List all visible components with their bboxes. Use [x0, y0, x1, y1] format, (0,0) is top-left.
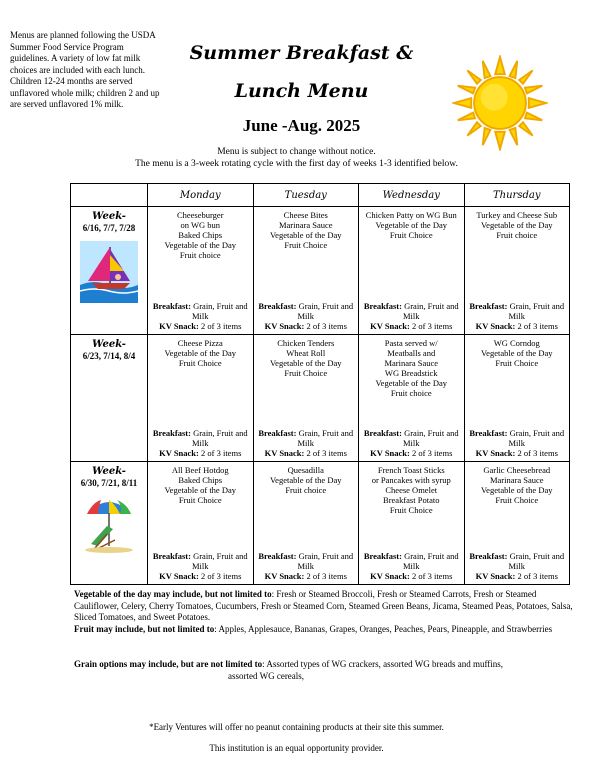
- week-cell: [71, 207, 148, 335]
- breakfast-items: Grain, Fruit and Milk: [296, 551, 354, 571]
- kv-snack-label: KV Snack:: [159, 321, 199, 331]
- kv-snack-items: 2 of 3 items: [409, 571, 453, 581]
- breakfast-label: Breakfast:: [258, 301, 297, 311]
- change-notice: Menu is subject to change without notice.: [217, 147, 376, 157]
- menu-cell: [148, 207, 254, 335]
- breakfast-items: Grain, Fruit and Milk: [507, 551, 565, 571]
- kv-snack-label: KV Snack:: [159, 448, 199, 458]
- kv-snack-items: 2 of 3 items: [515, 321, 558, 331]
- breakfast-label: Breakfast:: [469, 551, 508, 561]
- peanut-note: *Early Ventures will offer no peanut containing products at their site this summer.: [149, 722, 444, 732]
- page-title-line1: Summer Breakfast &: [189, 42, 414, 64]
- menu-cell: [253, 207, 359, 335]
- breakfast-items: Grain, Fruit and Milk: [507, 301, 565, 321]
- week-dates: 6/16, 7/7, 7/28: [82, 223, 136, 233]
- week-dates: 6/30, 7/21, 8/11: [80, 478, 138, 488]
- breakfast-items: Grain, Fruit and Milk: [296, 428, 354, 448]
- lunch-items: WG Corndog Vegetable of the Day Fruit Choice: [480, 338, 553, 368]
- kv-snack-label: KV Snack:: [370, 448, 410, 458]
- week-cell: [71, 335, 148, 462]
- breakfast-label: Breakfast:: [363, 551, 402, 561]
- menu-cell: [464, 462, 570, 585]
- fruit-note: [74, 624, 574, 636]
- menu-cell: [253, 335, 359, 462]
- grain-note-continued: assorted WG cereals,: [228, 670, 305, 681]
- kv-snack-label: KV Snack:: [475, 571, 516, 581]
- vegetable-note: [74, 589, 574, 624]
- page-title-line2: Lunch Menu: [234, 80, 369, 102]
- lunch-items: French Toast Sticks or Pancakes with syrup Cheese Omelet Breakfast Potato Fruit Choice: [371, 465, 451, 515]
- kv-snack-label: KV Snack:: [264, 571, 305, 581]
- week-row: [71, 462, 570, 585]
- breakfast-label: Breakfast:: [152, 428, 191, 438]
- breakfast-label: Breakfast:: [152, 551, 191, 561]
- kv-snack-label: KV Snack:: [475, 448, 516, 458]
- cycle-notice: The menu is a 3-week rotating cycle with the first day of weeks 1-3 identified below.: [135, 159, 458, 169]
- menu-cell: [359, 207, 465, 335]
- lunch-items: Pasta served w/ Meatballs and Marinara Sauce WG Breadstick Vegetable of the Day Fruit choice: [375, 338, 447, 398]
- lunch-items: Cheese Bites Marinara Sauce Vegetable of the Day Fruit Choice: [269, 210, 342, 250]
- kv-snack-label: KV Snack:: [370, 321, 410, 331]
- breakfast-label: Breakfast:: [469, 301, 508, 311]
- week-row: [71, 207, 570, 335]
- breakfast-label: Breakfast:: [363, 428, 402, 438]
- breakfast-items: Grain, Fruit and Milk: [190, 301, 248, 321]
- sailboat-icon: [80, 241, 138, 303]
- header-row: [71, 184, 570, 207]
- kv-snack-items: 2 of 3 items: [198, 571, 242, 581]
- breakfast-label: Breakfast:: [152, 301, 191, 311]
- lunch-items: Cheeseburger on WG bun Baked Chips Vegetable of the Day Fruit choice: [164, 210, 236, 260]
- kv-snack-items: 2 of 3 items: [409, 448, 453, 458]
- week-label: Week-: [92, 466, 126, 477]
- breakfast-label: Breakfast:: [469, 428, 508, 438]
- kv-snack-label: KV Snack:: [159, 571, 199, 581]
- menu-cell: [359, 462, 465, 585]
- menu-cell: [359, 335, 465, 462]
- menu-cell: [464, 207, 570, 335]
- beach-chair-icon: [81, 496, 137, 554]
- date-range: June -Aug. 2025: [242, 116, 361, 135]
- kv-snack-items: 2 of 3 items: [409, 321, 453, 331]
- week-label: Week-: [92, 339, 126, 350]
- lunch-items: Quesadilla Vegetable of the Day Fruit choice: [269, 465, 342, 495]
- kv-snack-items: 2 of 3 items: [304, 321, 347, 331]
- corner-cell: [71, 184, 148, 207]
- day-header: Tuesday: [253, 184, 359, 207]
- day-header: Monday: [148, 184, 254, 207]
- vegetable-note-label: Vegetable of the day may include, but not limited to: [74, 589, 272, 599]
- equal-opportunity-statement: This institution is an equal opportunity provider.: [209, 743, 384, 753]
- menu-notes: [0, 146, 593, 170]
- kv-snack-items: 2 of 3 items: [198, 448, 242, 458]
- lunch-items: All Beef Hotdog Baked Chips Vegetable of the Day Fruit Choice: [164, 465, 236, 505]
- menu-cell: [148, 335, 254, 462]
- breakfast-label: Breakfast:: [258, 551, 297, 561]
- kv-snack-items: 2 of 3 items: [304, 448, 347, 458]
- kv-snack-label: KV Snack:: [475, 321, 516, 331]
- day-header: Wednesday: [359, 184, 465, 207]
- kv-snack-items: 2 of 3 items: [198, 321, 242, 331]
- veg-fruit-notes: [74, 589, 574, 635]
- lunch-items: Garlic Cheesebread Marinara Sauce Vegetable of the Day Fruit Choice: [480, 465, 553, 505]
- lunch-items: Cheese Pizza Vegetable of the Day Fruit Choice: [164, 338, 236, 368]
- lunch-items: Turkey and Cheese Sub Vegetable of the Day Fruit choice: [476, 210, 558, 240]
- breakfast-label: Breakfast:: [258, 428, 297, 438]
- menu-cell: [253, 462, 359, 585]
- menu-table: [70, 183, 570, 585]
- grain-notes: [74, 659, 574, 682]
- day-header: Thursday: [464, 184, 570, 207]
- kv-snack-label: KV Snack:: [264, 448, 305, 458]
- fruit-note-label: Fruit may include, but not limited to: [74, 623, 215, 634]
- lunch-items: Chicken Patty on WG Bun Vegetable of the Day Fruit Choice: [365, 210, 457, 240]
- breakfast-items: Grain, Fruit and Milk: [401, 428, 459, 448]
- breakfast-label: Breakfast:: [363, 301, 402, 311]
- intro-text: Menus are planned following the USDA Summer Food Service Program guidelines. A variety of low fat milk choices are included with each lunch. Children 12-24 months are served unflavored whole milk; children 2 and up are served unflavored 1% milk.: [10, 30, 160, 109]
- kv-snack-items: 2 of 3 items: [304, 571, 347, 581]
- week-row: [71, 335, 570, 462]
- breakfast-items: Grain, Fruit and Milk: [507, 428, 565, 448]
- breakfast-items: Grain, Fruit and Milk: [190, 428, 248, 448]
- breakfast-items: Grain, Fruit and Milk: [296, 301, 354, 321]
- kv-snack-items: 2 of 3 items: [515, 571, 558, 581]
- week-cell: [71, 462, 148, 585]
- menu-cell: [464, 335, 570, 462]
- week-dates: 6/23, 7/14, 8/4: [82, 351, 136, 361]
- breakfast-items: Grain, Fruit and Milk: [401, 301, 459, 321]
- fruit-note-text: : Apples, Applesauce, Bananas, Grapes, Oranges, Peaches, Pears, Pineapple, and Strawberries: [214, 623, 553, 634]
- vegetable-note-text: : Fresh or Steamed Broccoli, Fresh or Steamed Carrots, Fresh or Steamed Cauliflower, Celery, Cherry Tomatoes, Cucumbers, Fresh or Steamed Corn, Steamed Green Beans, Jicama, Steamed Peas, Potatoes, Salsa, Sliced Tomatoes, and Sweet Potatoes.: [74, 589, 573, 622]
- menu-cell: [148, 462, 254, 585]
- grain-note-text: : Assorted types of WG crackers, assorted WG breads and muffins,: [262, 659, 504, 669]
- breakfast-items: Grain, Fruit and Milk: [401, 551, 459, 571]
- kv-snack-label: KV Snack:: [264, 321, 305, 331]
- breakfast-items: Grain, Fruit and Milk: [190, 551, 248, 571]
- grain-note-label: Grain options may include, but are not limited to: [74, 659, 263, 669]
- grain-note: [74, 659, 574, 671]
- kv-snack-items: 2 of 3 items: [515, 448, 558, 458]
- kv-snack-label: KV Snack:: [370, 571, 410, 581]
- sun-icon: [452, 55, 548, 151]
- week-label: Week-: [92, 211, 126, 222]
- lunch-items: Chicken Tenders Wheat Roll Vegetable of the Day Fruit Choice: [269, 338, 342, 378]
